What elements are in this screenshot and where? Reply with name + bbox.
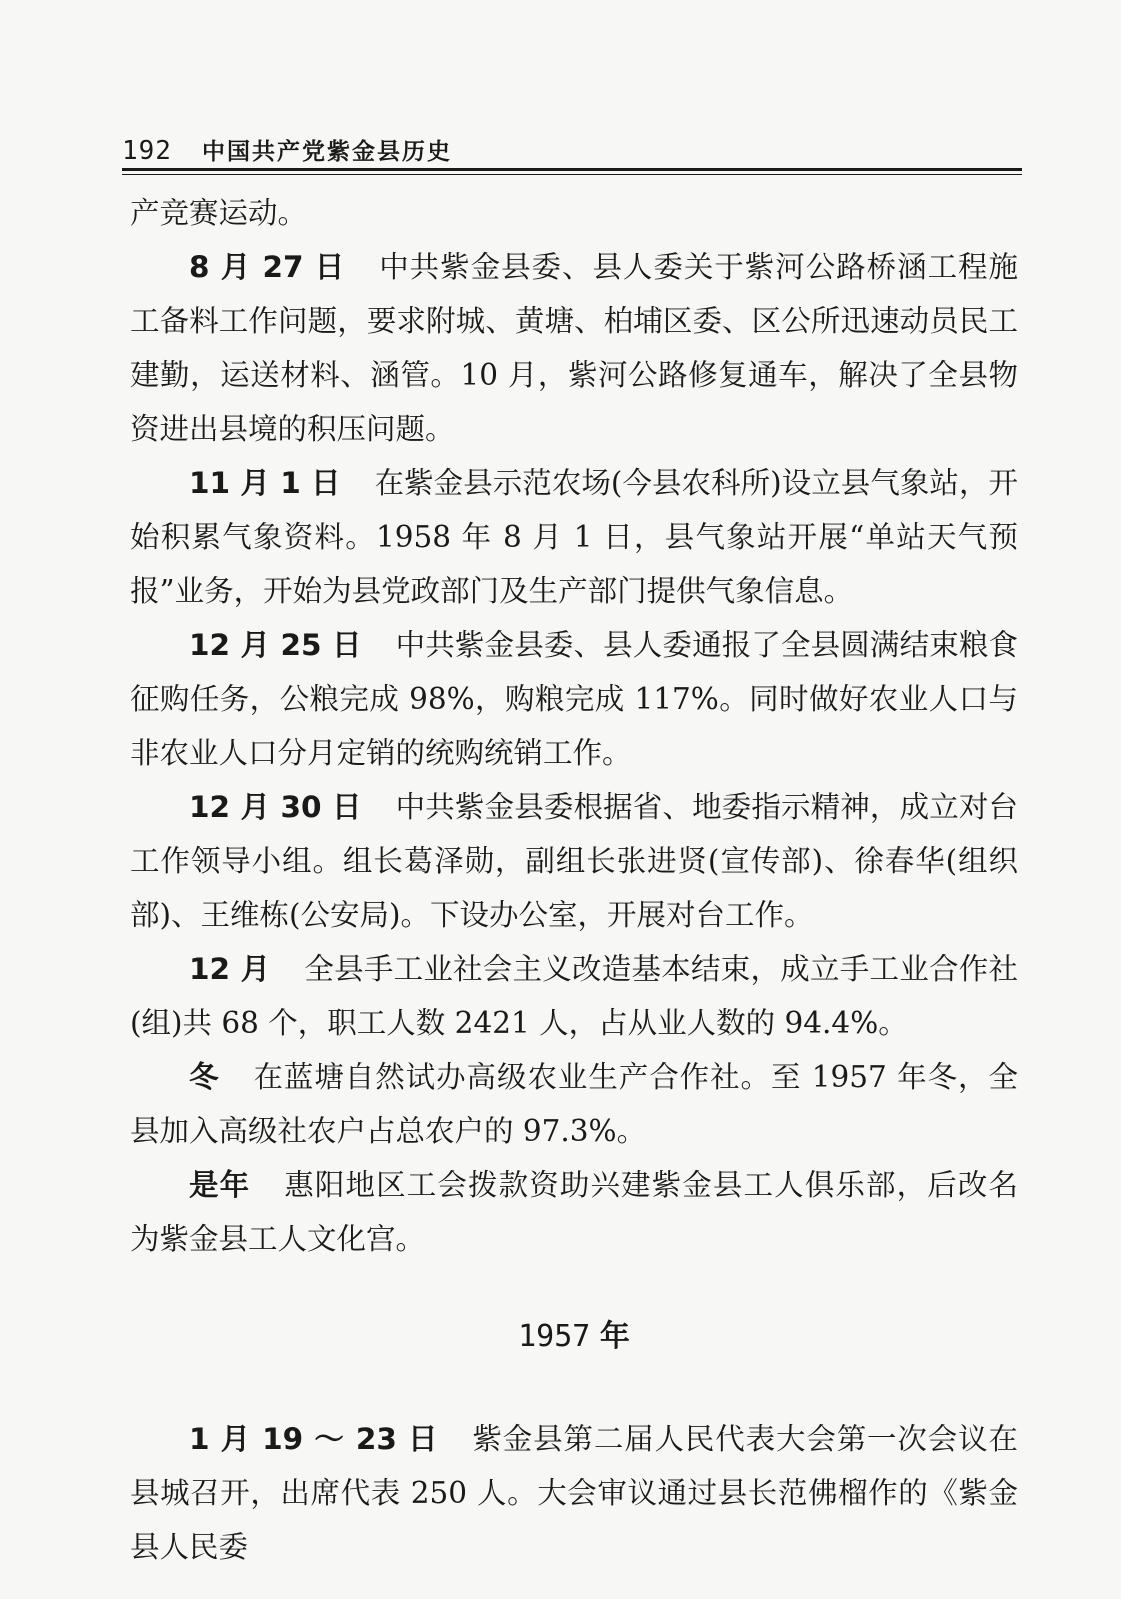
entry-text: 在紫金县示范农场(今县农科所)设立县气象站，开始积累气象资料。1958 年 8 月 1 日，县气象站开展“单站天气预报”业务，开始为县党政部门及生产部门提供气象信息。 — [130, 466, 1018, 608]
entry-date: 12 月 30 日 — [189, 790, 362, 824]
entry-text: 中共紫金县委根据省、地委指示精神，成立对台工作领导小组。组长葛泽勋，副组长张进贤(宣传部)、徐春华(组织部)、王维栋(公安局)。下设办公室，开展对台工作。 — [130, 790, 1018, 932]
entry-date: 1 月 19 ～ 23 日 — [189, 1422, 439, 1456]
book-title: 中国共产党紫金县历史 — [201, 139, 452, 165]
entry-paragraph — [130, 240, 1018, 456]
entry-date: 是年 — [189, 1168, 251, 1202]
entry-date: 8 月 27 日 — [189, 250, 346, 284]
entry-text: 全县手工业社会主义改造基本结束，成立手工业合作社(组)共 68 个，职工人数 2421 人，占从业人数的 94.4%。 — [130, 952, 1018, 1040]
entry-paragraph — [130, 780, 1018, 942]
entry-paragraph — [130, 942, 1018, 1050]
entry-paragraph — [130, 1158, 1018, 1266]
header-rule-thick — [122, 168, 1022, 171]
entry-date: 12 月 25 日 — [189, 628, 362, 662]
entry-paragraph — [130, 186, 1018, 240]
entry-text: 紫金县第二届人民代表大会第一次会议在县城召开，出席代表 250 人。大会审议通过县长范佛榴作的《紫金县人民委 — [130, 1422, 1018, 1564]
entry-text: 在蓝塘自然试办高级农业生产合作社。至 1957 年冬，全县加入高级社农户占总农户的 97.3%。 — [130, 1060, 1018, 1148]
entry-text: 中共紫金县委、县人委通报了全县圆满结束粮食征购任务，公粮完成 98%，购粮完成 117%。同时做好农业人口与非农业人口分月定销的统购统销工作。 — [130, 628, 1018, 770]
entry-paragraph — [130, 1050, 1018, 1158]
entry-text: 产竞赛运动。 — [130, 196, 308, 230]
entry-text: 惠阳地区工会拨款资助兴建紫金县工人俱乐部，后改名为紫金县工人文化宫。 — [130, 1168, 1018, 1256]
year-section-heading — [130, 1310, 1018, 1364]
entry-date: 冬 — [189, 1060, 220, 1094]
section-year: 1957 — [518, 1319, 591, 1354]
entry-paragraph — [130, 618, 1018, 780]
entry-paragraph — [130, 1412, 1018, 1574]
header-rule-thin — [122, 174, 1022, 175]
page-number: 192 — [122, 136, 172, 166]
chronicle-body — [130, 186, 1018, 1574]
running-header — [122, 133, 1022, 169]
section-year-suffix: 年 — [599, 1319, 630, 1354]
entry-paragraph — [130, 456, 1018, 618]
entry-date: 12 月 — [189, 952, 271, 986]
entry-text: 中共紫金县委、县人委关于紫河公路桥涵工程施工备料工作问题，要求附城、黄塘、柏埔区委、区公所迅速动员民工建勤，运送材料、涵管。10 月，紫河公路修复通车，解决了全县物资进出县境的积压问题。 — [130, 250, 1018, 446]
entry-date: 11 月 1 日 — [189, 466, 341, 500]
